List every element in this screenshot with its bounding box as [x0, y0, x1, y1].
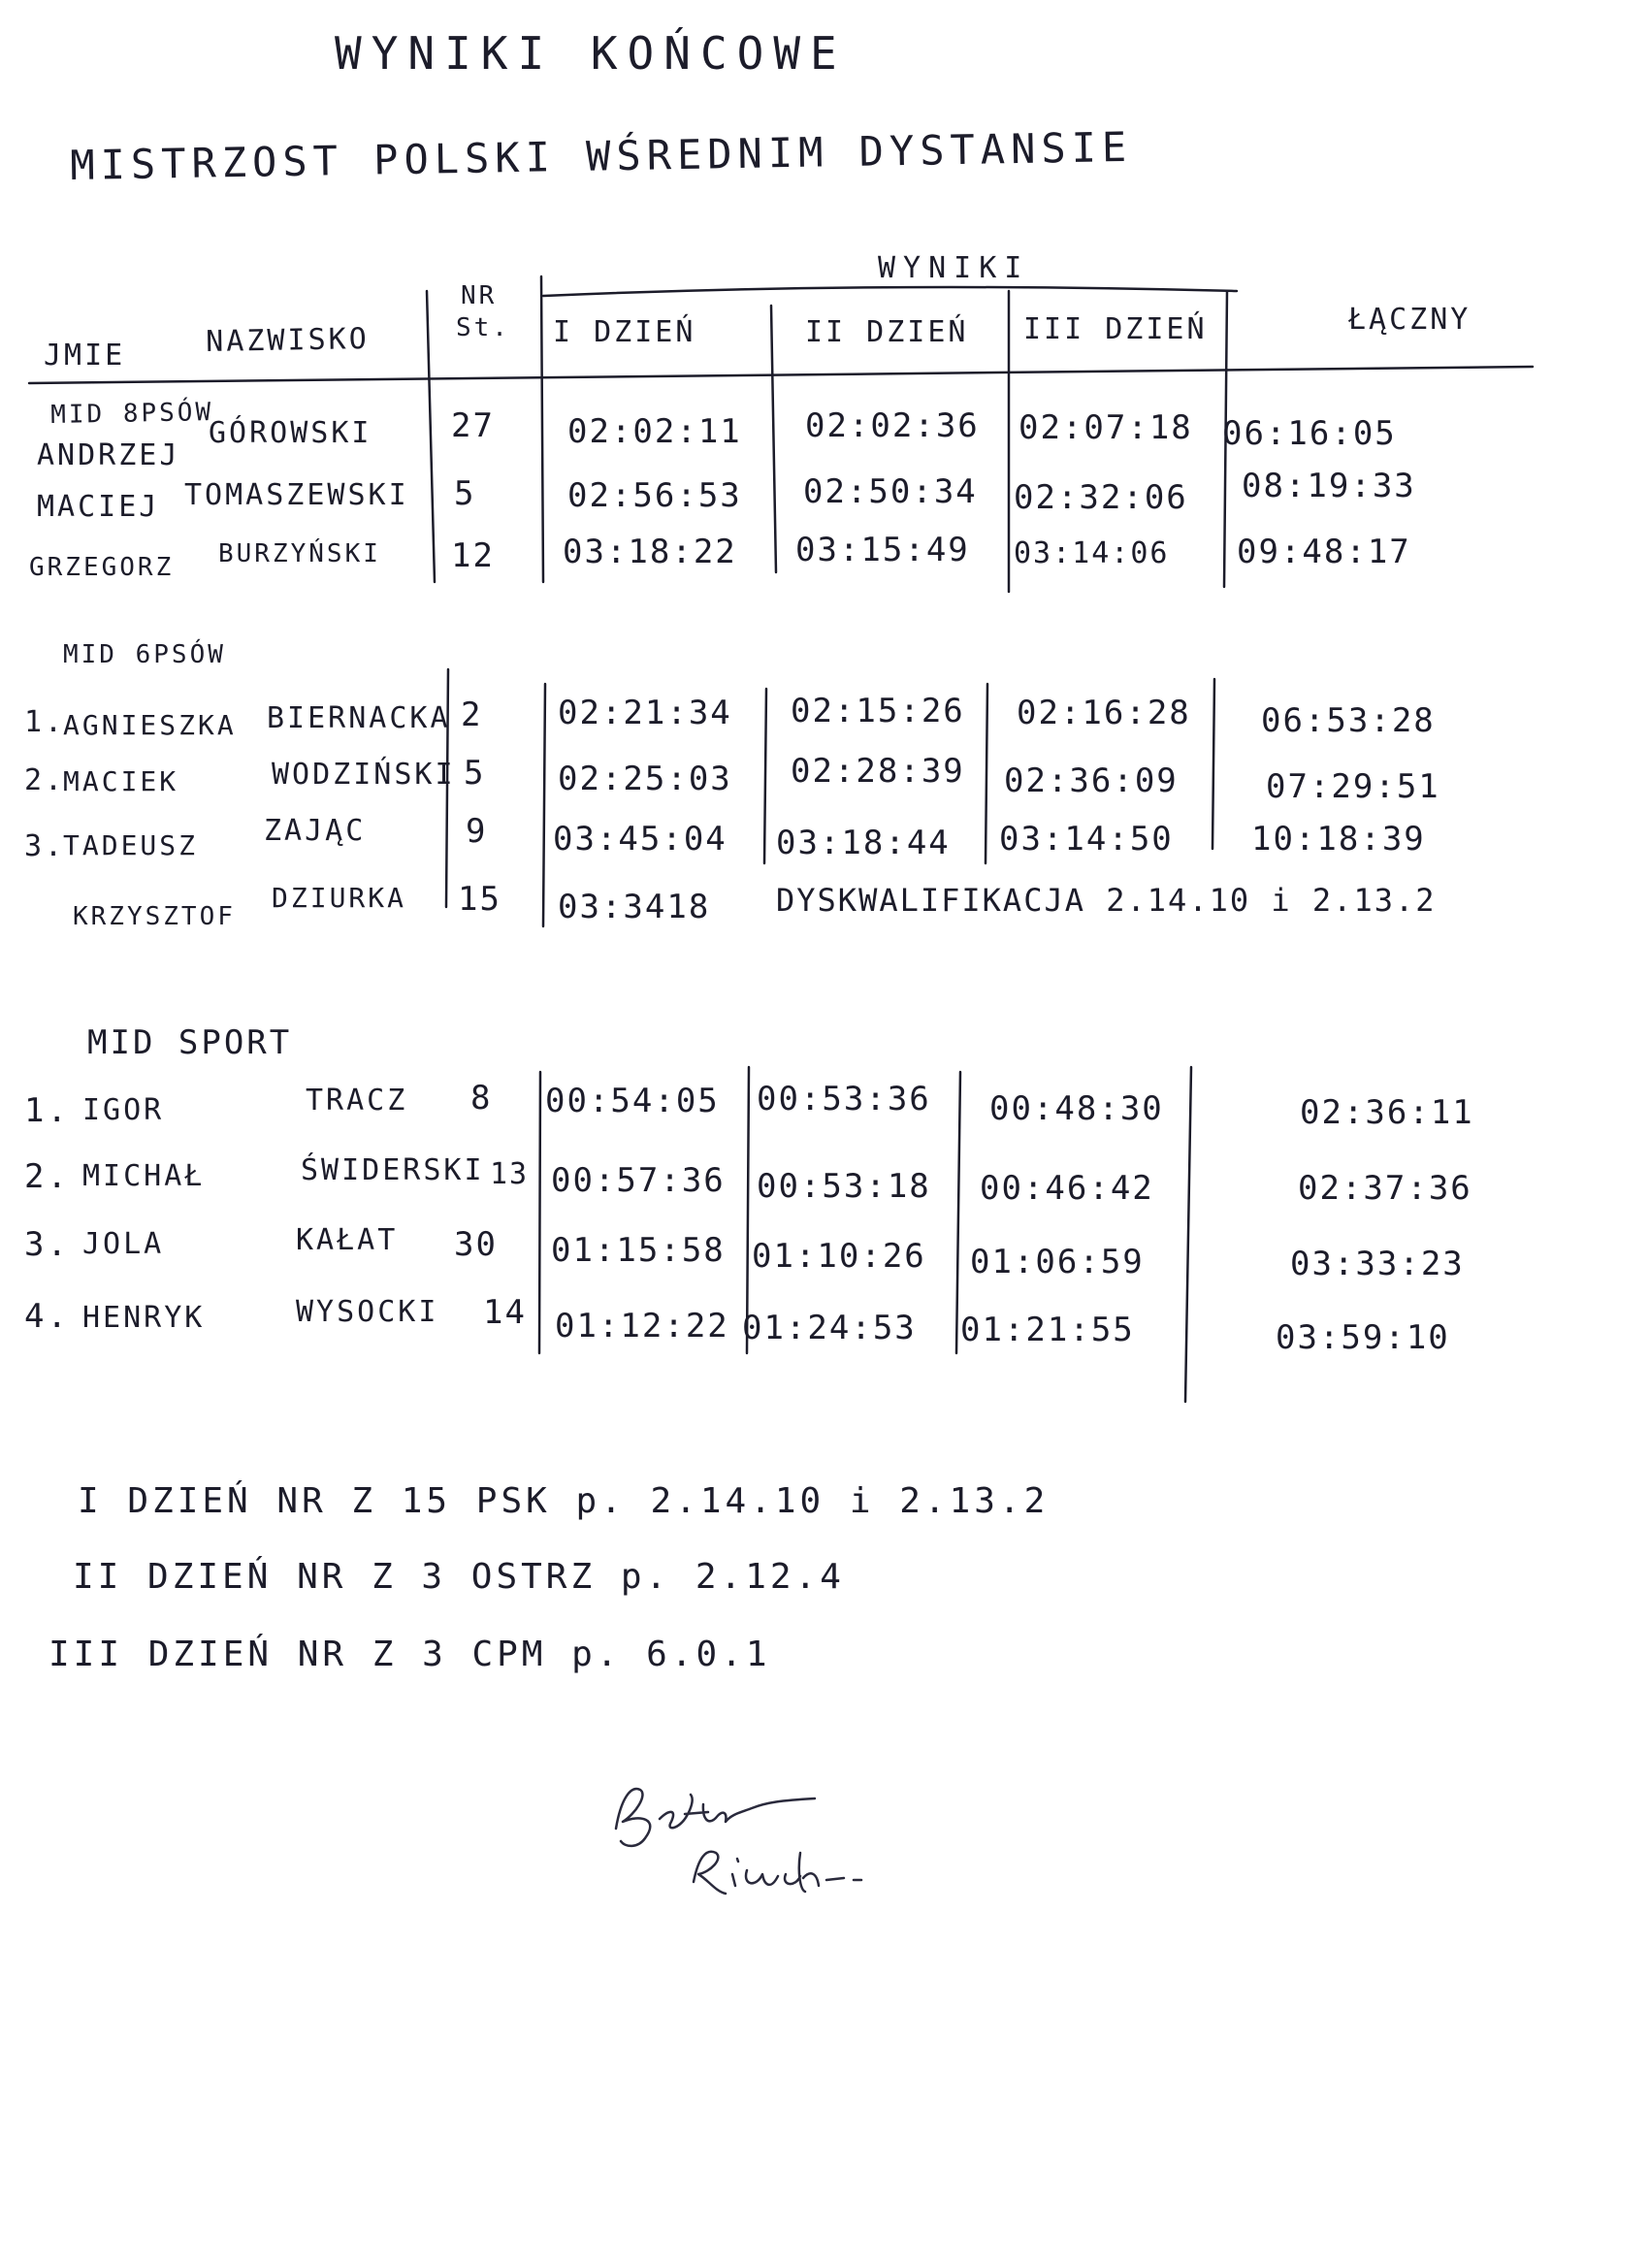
last-name: WYSOCKI: [296, 1295, 439, 1329]
day1-time: 02:21:34: [558, 694, 732, 732]
s3-col-d1-left: [539, 1072, 540, 1353]
start-number: 2: [461, 696, 483, 734]
day2-time: 01:10:26: [752, 1237, 926, 1276]
s1-col-d2-left: [771, 306, 776, 572]
last-name: BIERNACKA: [267, 701, 451, 735]
last-name: BURZYŃSKI: [218, 539, 381, 568]
last-name: TOMASZEWSKI: [184, 478, 409, 512]
results-group-rule: [543, 287, 1237, 296]
last-name: ZAJĄC: [264, 814, 367, 848]
day1-time: 03:18:22: [563, 533, 737, 571]
header-results-group: WYNIKI: [878, 251, 1030, 285]
disqualification-note: DYSKWALIFIKACJA 2.14.10 i 2.13.2: [776, 882, 1437, 919]
start-number: 9: [466, 812, 488, 851]
total-time: 10:18:39: [1251, 820, 1426, 859]
start-number: 5: [464, 754, 486, 793]
total-time: 09:48:17: [1237, 533, 1411, 571]
header-nr-line2: St.: [456, 313, 510, 342]
day1-time: 02:25:03: [558, 760, 732, 798]
start-number: 13: [490, 1157, 530, 1191]
total-time: 03:33:23: [1290, 1245, 1465, 1283]
header-total: ŁĄCZNY: [1348, 303, 1471, 337]
header-first-name: JMIE: [44, 339, 126, 373]
day2-time: 02:28:39: [791, 752, 965, 791]
header-nr-line1: NR: [461, 281, 498, 310]
first-name: MACIEK: [63, 765, 179, 797]
start-number: 8: [470, 1079, 493, 1118]
total-time: 02:36:11: [1300, 1093, 1474, 1132]
day2-time: 02:02:36: [805, 406, 980, 445]
day3-time: 03:14:50: [999, 820, 1174, 859]
header-last-name: NAZWISKO: [205, 322, 371, 359]
row-number: 1.: [24, 1091, 70, 1130]
total-time: 07:29:51: [1266, 767, 1440, 806]
s2-col-d1-left: [543, 684, 545, 926]
group-label: MID SPORT: [87, 1023, 293, 1062]
s1-col-d1-left: [541, 276, 543, 582]
day1-time: 03:3418: [558, 888, 711, 926]
header-day2: II DZIEŃ: [805, 315, 969, 349]
day3-time: 02:32:06: [1014, 478, 1188, 517]
header-day3: III DZIEŃ: [1023, 312, 1208, 346]
day1-time: 02:56:53: [567, 476, 742, 515]
header-day1: I DZIEŃ: [553, 315, 696, 349]
day1-time: 03:45:04: [553, 820, 728, 859]
day3-time: 02:36:09: [1004, 761, 1179, 800]
signature: [601, 1766, 951, 1921]
start-number: 30: [454, 1225, 498, 1264]
start-number: 12: [451, 536, 495, 575]
day1-time: 00:54:05: [545, 1082, 720, 1120]
first-name: GRZEGORZ: [29, 553, 175, 582]
row-number: 4.: [24, 1297, 70, 1336]
last-name: TRACZ: [306, 1084, 408, 1118]
day3-time: 01:06:59: [970, 1243, 1145, 1281]
page-title: WYNIKI KOŃCOWE: [335, 27, 847, 80]
day1-time: 01:15:58: [551, 1231, 726, 1270]
day1-time: 00:57:36: [551, 1161, 726, 1200]
s2-col-total-left: [1212, 679, 1214, 849]
start-number: 27: [451, 406, 495, 445]
row-number: 3.: [24, 1225, 70, 1264]
day2-time: 00:53:36: [757, 1080, 931, 1118]
s2-col-d2-left: [764, 689, 766, 863]
day3-time: 02:16:28: [1017, 694, 1191, 732]
day3-time: 00:48:30: [989, 1089, 1164, 1128]
page-subtitle: MISTRZOST POLSKI WŚREDNIM DYSTANSIE: [69, 122, 1133, 189]
day3-time: 03:14:06: [1014, 536, 1170, 570]
day2-time: 02:15:26: [791, 692, 965, 730]
total-time: 03:59:10: [1276, 1318, 1450, 1357]
day2-time: 02:50:34: [803, 472, 978, 511]
row-number: 3.: [24, 829, 66, 863]
first-name: KRZYSZTOF: [73, 902, 236, 931]
total-time: 06:16:05: [1222, 414, 1397, 453]
day2-time: 03:18:44: [776, 824, 951, 862]
start-number: 5: [454, 474, 476, 513]
start-number: 14: [483, 1293, 527, 1332]
start-number: 15: [458, 880, 501, 919]
first-name: MICHAŁ: [82, 1159, 206, 1193]
day3-time: 00:46:42: [980, 1169, 1154, 1208]
note-day1: I DZIEŃ NR Z 15 PSK p. 2.14.10 i 2.13.2: [78, 1481, 1050, 1521]
last-name: WODZIŃSKI: [272, 758, 456, 792]
row-number: 2.: [24, 763, 66, 797]
total-time: 02:37:36: [1298, 1169, 1472, 1208]
first-name: HENRYK: [82, 1301, 206, 1335]
day2-time: 01:24:53: [742, 1309, 917, 1347]
day2-time: 03:15:49: [795, 531, 970, 569]
first-name: TADEUSZ: [63, 829, 199, 861]
first-name: JOLA: [82, 1227, 165, 1261]
day1-time: 01:12:22: [555, 1307, 729, 1345]
day3-time: 01:21:55: [960, 1311, 1135, 1349]
day2-time: 00:53:18: [757, 1167, 931, 1206]
s2-col-d3-left: [986, 684, 987, 863]
last-name: DZIURKA: [272, 882, 407, 914]
first-name: MACIEJ: [37, 490, 160, 524]
first-name: IGOR: [82, 1093, 165, 1127]
first-name: ANDRZEJ: [37, 438, 180, 472]
last-name: GÓROWSKI: [209, 416, 372, 450]
last-name: ŚWIDERSKI: [301, 1153, 485, 1187]
day3-time: 02:07:18: [1018, 408, 1193, 447]
day1-time: 02:02:11: [567, 412, 742, 451]
total-time: 06:53:28: [1261, 701, 1436, 740]
s3-col-total-left: [1185, 1067, 1191, 1402]
last-name: KAŁAT: [296, 1223, 399, 1257]
group-label: MID 6PSÓW: [63, 640, 226, 669]
total-time: 08:19:33: [1242, 467, 1416, 505]
row-number: 2.: [24, 1157, 70, 1196]
header-bottom-rule: [29, 367, 1533, 383]
row-number: 1.: [24, 705, 66, 739]
note-day2: II DZIEŃ NR Z 3 OSTRZ p. 2.12.4: [73, 1557, 845, 1597]
s1-col-nr-left: [427, 291, 435, 582]
first-name: AGNIESZKA: [63, 709, 237, 741]
note-day3: III DZIEŃ NR Z 3 CPM p. 6.0.1: [48, 1635, 771, 1674]
group-label: MID 8PSÓW: [49, 398, 214, 430]
